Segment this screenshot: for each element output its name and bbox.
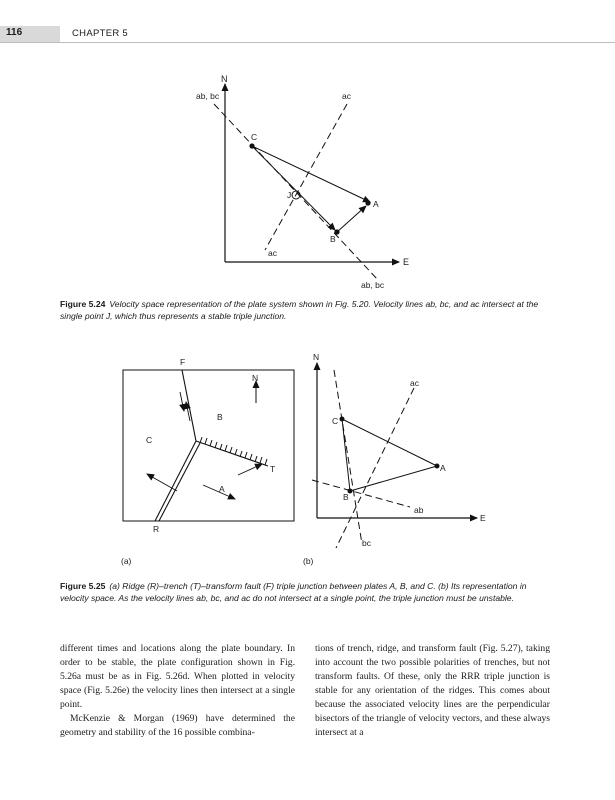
label-e-b: E bbox=[480, 513, 486, 523]
label-n-b: N bbox=[313, 352, 320, 362]
body-paragraph-3: tions of trench, ridge, and transform fault (Fig. 5.27), taking into account the two possible polarities of trenches, but not transform faults. Of these, only the RRR triple junction is stable for any orientation of the ridges. This comes about because the associated velocity lines are the perpendicular bisectors of the triangle of velocity vectors, and these always intersect at a bbox=[315, 643, 550, 738]
label-n-a: N bbox=[252, 373, 259, 383]
plate-b-motion-arrow bbox=[238, 464, 262, 475]
label-ab-bc-top: ab, bc bbox=[196, 91, 220, 101]
point-c-dot bbox=[249, 143, 254, 148]
ridge-line-1 bbox=[155, 441, 196, 521]
transform-fault bbox=[182, 370, 196, 441]
plate-c-motion-arrow bbox=[147, 474, 177, 491]
figure-5-24-caption-text: Velocity space representation of the plate system shown in Fig. 5.20. Velocity lines ab, bc, and ac intersect at the single point J, which thus represents a stable triple junction. bbox=[60, 299, 539, 321]
figure-5-24-diagram bbox=[196, 74, 409, 290]
trench-line bbox=[196, 441, 268, 466]
body-paragraph-2: McKenzie & Morgan (1969) have determined the geometry and stability of the 16 possible combina- bbox=[60, 713, 295, 738]
ab-bc-velocity-line bbox=[214, 104, 378, 280]
fault-motion-arrow-1 bbox=[180, 392, 184, 411]
vector-b-a-b bbox=[350, 466, 437, 491]
ridge-line-2 bbox=[159, 443, 200, 521]
figure-5-25-caption-text: (a) Ridge (R)–trench (T)–transform fault (F) triple junction between plates A, B, and C. (b) Its representation in velocity space. As the velocity lines ab, bc, and ac do not intersect at a single point, the triple junction must be unstable. bbox=[60, 581, 527, 603]
vector-c-to-a bbox=[252, 146, 370, 202]
ac-velocity-line bbox=[265, 104, 347, 250]
label-north: N bbox=[221, 74, 228, 84]
figure-5-25-label: Figure 5.25 bbox=[60, 581, 106, 591]
vector-c-a-b bbox=[342, 419, 437, 466]
label-ab-b: ab bbox=[414, 505, 424, 515]
chapter-title: CHAPTER 5 bbox=[72, 28, 129, 39]
figure-5-24-label: Figure 5.24 bbox=[60, 299, 106, 309]
page-number: 116 bbox=[6, 27, 23, 38]
label-r: R bbox=[153, 524, 160, 534]
point-a-dot bbox=[365, 200, 370, 205]
label-a-a: A bbox=[219, 484, 225, 494]
point-c-dot-b bbox=[340, 417, 345, 422]
label-point-b: B bbox=[330, 234, 336, 244]
vector-b-to-a bbox=[337, 206, 366, 232]
label-point-j: J bbox=[287, 190, 292, 200]
body-paragraph-1: different times and locations along the plate boundary. In order to be stable, the plate configuration shown in Fig. 5.26a must be as in Fig. 5.26d. When plotted in velocity space (Fig. 5.26e) the velocity lines then intersect at a single point. bbox=[60, 643, 295, 710]
label-ac-bottom: ac bbox=[268, 248, 277, 258]
label-b-b: B bbox=[343, 492, 349, 502]
label-ac-b: ac bbox=[410, 378, 419, 388]
body-column-left bbox=[60, 642, 295, 740]
body-column-right bbox=[315, 642, 550, 740]
label-t: T bbox=[270, 464, 276, 474]
figure-5-25b-diagram bbox=[303, 352, 486, 566]
label-a-b: A bbox=[440, 463, 446, 473]
vector-c-to-b bbox=[252, 146, 335, 230]
trench-teeth bbox=[200, 437, 267, 465]
figure-5-25a-diagram bbox=[121, 357, 294, 566]
ab-velocity-line bbox=[312, 480, 410, 507]
label-point-c: C bbox=[251, 132, 258, 142]
point-a-dot-b bbox=[435, 464, 440, 469]
label-b-a: B bbox=[217, 412, 223, 422]
label-c-a: C bbox=[146, 435, 153, 445]
label-ab-bc-bottom: ab, bc bbox=[361, 280, 385, 290]
label-f: F bbox=[180, 357, 186, 367]
label-point-a: A bbox=[373, 199, 379, 209]
label-east: E bbox=[403, 257, 410, 267]
panel-a-tag: (a) bbox=[121, 556, 132, 566]
vector-c-b-b bbox=[342, 419, 350, 491]
figure-5-25-caption bbox=[60, 580, 550, 604]
label-bc-b: bc bbox=[362, 538, 371, 548]
panel-b-tag: (b) bbox=[303, 556, 314, 566]
label-ac-top: ac bbox=[342, 91, 351, 101]
label-c-b: C bbox=[332, 416, 339, 426]
figure-5-24-caption bbox=[60, 298, 550, 322]
